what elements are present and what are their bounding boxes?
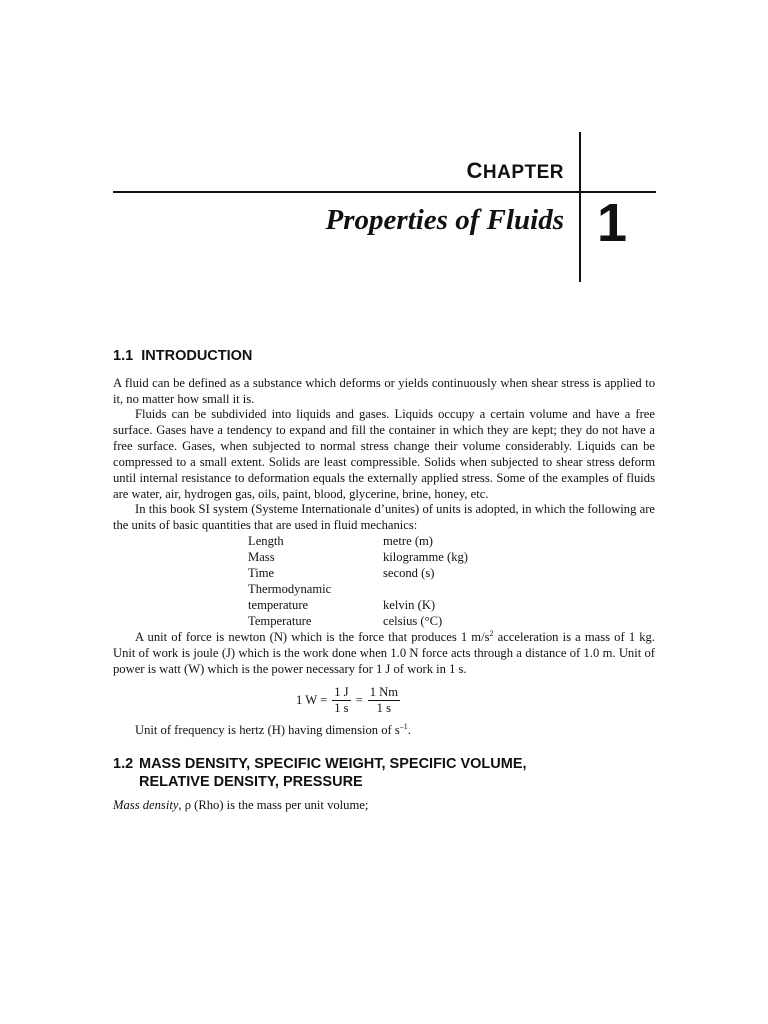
units-row: Thermodynamic — [248, 582, 332, 596]
chapter-label: CHAPTER — [466, 158, 564, 183]
units-row: Temperature celsius (°C) — [248, 614, 443, 628]
units-row: Length metre (m) — [248, 534, 433, 548]
paragraph-mass-density: Mass density, ρ (Rho) is the mass per unit volume; — [113, 798, 369, 812]
units-table — [248, 533, 468, 629]
chapter-horizontal-rule — [113, 191, 656, 193]
paragraph-force-work-power: A unit of force is newton (N) which is the force that produces 1 $m/s^2$ acceleration is a mass of 1 kg. Unit of work is joule (J) which is the work done when 1.0 N force acts through a distance of 1.0 m. Unit of power is watt (W) which is the power necessary for 1 J of work in 1 s. — [113, 628, 655, 676]
fraction-newton-metre-per-second: $\frac{1 Nm}{1 s}$ — [369, 685, 399, 715]
units-row: temperature kelvin (K) — [248, 598, 436, 612]
fraction-joule-per-second: $\frac{1 J}{1 s}$ — [334, 685, 349, 715]
paragraph-si-system: In this book SI system (Systeme Internationale d’unites) of units is adopted, in which the following are the units of basic quantities that are used in fluid mechanics: — [113, 502, 655, 532]
units-row: Mass kilogramme (kg) — [248, 550, 468, 564]
watt-equation: 1 W = $\frac{1 J}{1 s}$ = $\frac{1 Nm}{1 s}$ — [296, 685, 399, 715]
section-heading-intro: 1.1 INTRODUCTION — [113, 348, 253, 364]
chapter-title: Properties of Fluids — [325, 204, 564, 236]
chapter-vertical-rule — [579, 132, 581, 282]
paragraph-frequency: Unit of frequency is hertz (H) having dimension of $s^{-1}$. — [135, 721, 411, 737]
paragraph-liquids-gases: Fluids can be subdivided into liquids and gases. Liquids occupy a certain volume and have a free surface. Gases have a tendency to expand and fill the container in which they are kept; they do not have a free surface. Gases, when subjected to normal stress change their volume considerably. Liquids can be compressed to a small extent. Solids are least compressible. Solids when subjected to shear stress deform until internal resistance to deformation equals the externally applied stress. Some of the examples of fluids are water, air, hydrogen gas, oils, paint, blood, glycerine, brine, honey, etc. — [113, 407, 655, 501]
paragraph-fluid-definition: A fluid can be defined as a substance which deforms or yields continuously when shear stress is applied to it, no matter how small it is. — [113, 376, 655, 406]
section-heading-mass-density: 1.2 MASS DENSITY, SPECIFIC WEIGHT, SPECIFIC VOLUME, RELATIVE DENSITY, PRESSURE — [113, 756, 527, 790]
chapter-number: 1 — [597, 193, 628, 253]
units-row: Time second (s) — [248, 566, 435, 580]
